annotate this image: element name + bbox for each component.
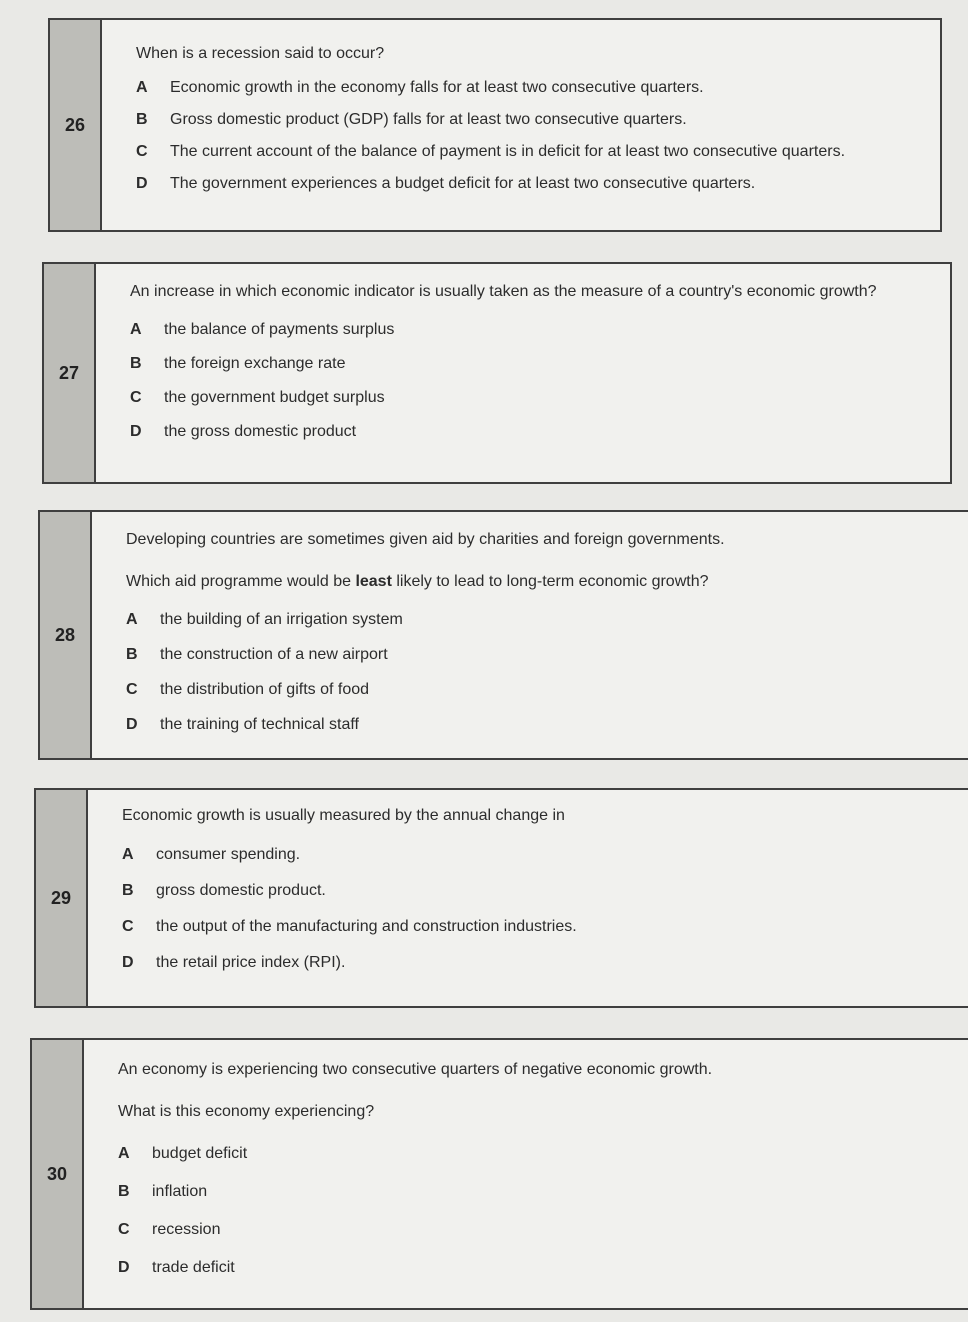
question-stem-2: Which aid programme would be least likely to lead to long-term economic growth?: [126, 573, 709, 590]
question-number: 28: [40, 512, 92, 758]
option-d: D trade deficit: [118, 1258, 946, 1278]
question-stem: An economy is experiencing two consecutive quarters of negative economic growth.: [118, 1061, 713, 1078]
option-text: Economic growth in the economy falls for at least two consecutive quarters.: [170, 79, 704, 96]
question-stem: Developing countries are sometimes given aid by charities and foreign governments.: [126, 531, 725, 548]
option-d: D the training of technical staff: [126, 715, 946, 735]
question-28: [38, 510, 968, 760]
option-text: inflation: [152, 1183, 208, 1200]
option-text: gross domestic product.: [156, 882, 326, 899]
option-d: D The government experiences a budget deficit for at least two consecutive quarters.: [136, 174, 918, 194]
question-stem-2: What is this economy experiencing?: [118, 1103, 375, 1120]
option-d: D the retail price index (RPI).: [122, 953, 946, 973]
option-text: consumer spending.: [156, 846, 301, 863]
option-a: A Economic growth in the economy falls for at least two consecutive quarters.: [136, 78, 918, 98]
question-26: [48, 18, 942, 232]
option-text: Gross domestic product (GDP) falls for at least two consecutive quarters.: [170, 111, 687, 128]
option-text: the balance of payments surplus: [164, 321, 395, 338]
option-text: the foreign exchange rate: [164, 355, 346, 372]
option-b: B inflation: [118, 1182, 946, 1202]
option-c: C the output of the manufacturing and construction industries.: [122, 917, 946, 937]
question-number: 27: [44, 264, 96, 482]
question-stem: Economic growth is usually measured by the annual change in: [122, 807, 565, 824]
option-text: the training of technical staff: [160, 716, 359, 733]
question-29: [34, 788, 968, 1008]
question-number: 26: [50, 20, 102, 230]
option-b: B Gross domestic product (GDP) falls for at least two consecutive quarters.: [136, 110, 918, 130]
option-text: the government budget surplus: [164, 389, 385, 406]
question-stem: When is a recession said to occur?: [136, 45, 385, 62]
option-c: C The current account of the balance of payment is in deficit for at least two consecutive quarters.: [136, 142, 918, 162]
option-text: the output of the manufacturing and construction industries.: [156, 918, 577, 935]
question-stem: An increase in which economic indicator is usually taken as the measure of a country's economic growth?: [130, 283, 877, 300]
option-text: The government experiences a budget deficit for at least two consecutive quarters.: [170, 175, 756, 192]
option-text: the distribution of gifts of food: [160, 681, 370, 698]
option-a: A consumer spending.: [122, 845, 946, 865]
question-27: [42, 262, 952, 484]
option-text: the gross domestic product: [164, 423, 357, 440]
option-c: C the government budget surplus: [130, 388, 890, 408]
option-text: The current account of the balance of payment is in deficit for at least two consecutive quarters.: [170, 143, 846, 160]
option-c: C recession: [118, 1220, 946, 1240]
option-text: trade deficit: [152, 1259, 235, 1276]
option-a: A budget deficit: [118, 1144, 946, 1164]
option-c: C the distribution of gifts of food: [126, 680, 946, 700]
option-a: A the balance of payments surplus: [130, 320, 890, 340]
option-text: the construction of a new airport: [160, 646, 388, 663]
option-text: the retail price index (RPI).: [156, 954, 346, 971]
option-b: B the foreign exchange rate: [130, 354, 890, 374]
emphasis-least: least: [355, 573, 392, 590]
option-text: budget deficit: [152, 1145, 248, 1162]
option-text: recession: [152, 1221, 221, 1238]
option-text: the building of an irrigation system: [160, 611, 403, 628]
option-b: B gross domestic product.: [122, 881, 946, 901]
question-number: 30: [32, 1040, 84, 1308]
option-b: B the construction of a new airport: [126, 645, 946, 665]
question-number: 29: [36, 790, 88, 1006]
option-a: A the building of an irrigation system: [126, 610, 946, 630]
option-d: D the gross domestic product: [130, 422, 890, 442]
question-30: [30, 1038, 968, 1310]
